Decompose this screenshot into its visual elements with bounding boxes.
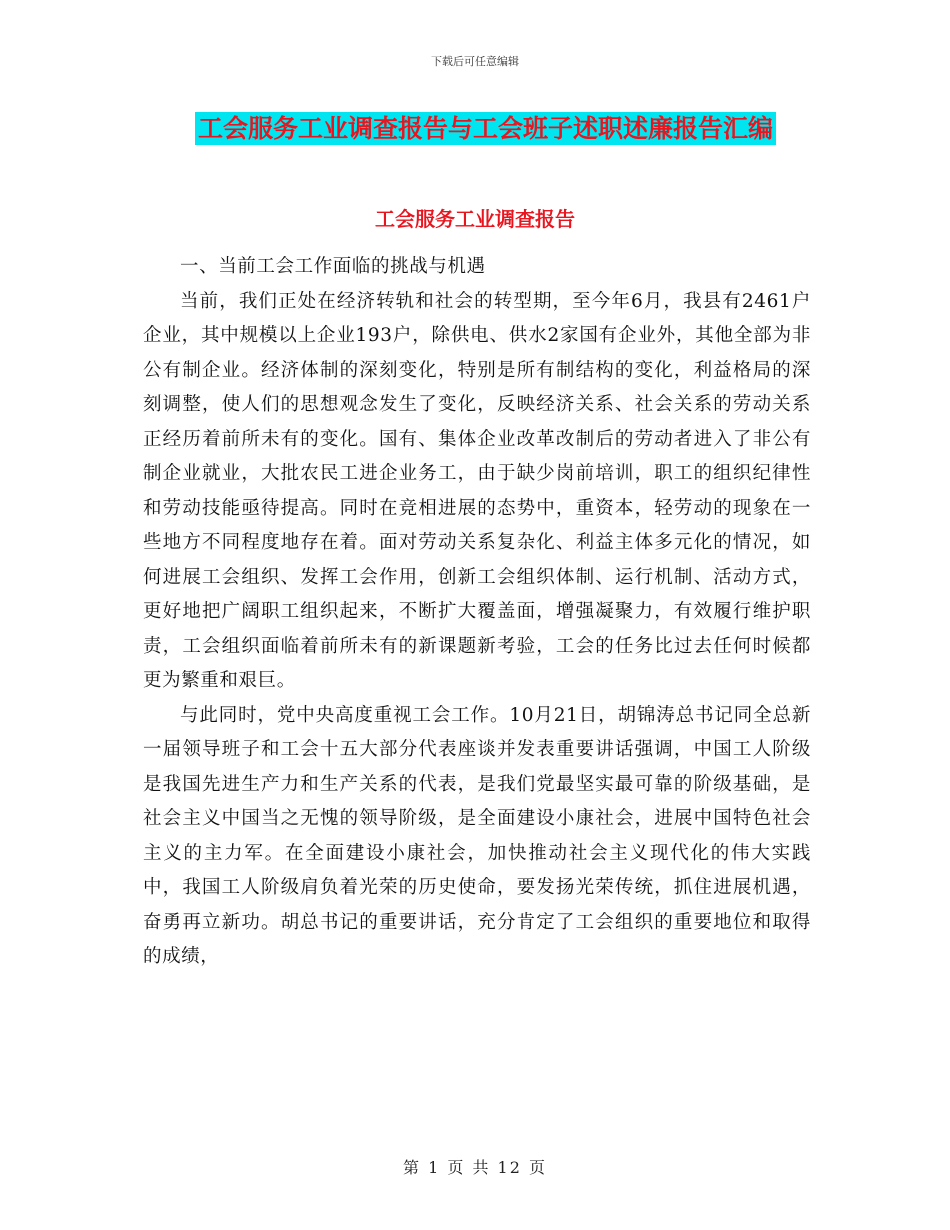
header-note: 下载后可任意编辑 <box>431 55 519 68</box>
page-number-footer: 第 1 页 共 12 页 <box>403 1158 547 1177</box>
section-title: 工会服务工业调查报告 <box>375 207 575 231</box>
heading-1: 一、当前工会工作面临的挑战与机遇 <box>180 256 486 277</box>
paragraph-2: 与此同时，党中央高度重视工会工作。10月21日，胡锦涛总书记同全总新一届领导班子和工会十五大部分代表座谈并发表重要讲话强调，中国工人阶级是我国先进生产力和生产关系的代表，是我们党最坚实最可靠的阶级基础，是社会主义中国当之无愧的领导阶级，是全面建设小康社会，进展中国特色社会主义的主力军。在全面建设小康社会，加快推动社会主义现代化的伟大实践中，我国工人阶级肩负着光荣的历史使命，要发扬光荣传统，抓住进展机遇，奋勇再立新功。胡总书记的重要讲话，充分肯定了工会组织的重要地位和取得的成绩， <box>143 704 811 967</box>
document-body <box>143 250 811 975</box>
paragraph-1: 当前，我们正处在经济转轨和社会的转型期，至今年6月，我县有2461户企业，其中规模以上企业193户，除供电、供水2家国有企业外，其他全部为非公有制企业。经济体制的深刻变化，特别是所有制结构的变化，利益格局的深刻调整，使人们的思想观念发生了变化，反映经济关系、社会关系的劳动关系正经历着前所未有的变化。国有、集体企业改革改制后的劳动者进入了非公有制企业就业，大批农民工进企业务工，由于缺少岗前培训，职工的组织纪律性和劳动技能亟待提高。同时在竞相进展的态势中，重资本，轻劳动的现象在一些地方不同程度地存在着。面对劳动关系复杂化、利益主体多元化的情况，如何进展工会组织、发挥工会作用，创新工会组织体制、运行机制、活动方式，更好地把广阔职工组织起来，不断扩大覆盖面，增强凝聚力，有效履行维护职责，工会组织面临着前所未有的新课题新考验，工会的任务比过去任何时候都更为繁重和艰巨。 <box>143 290 811 691</box>
document-title: 工会服务工业调查报告与工会班子述职述廉报告汇编 <box>195 112 776 145</box>
